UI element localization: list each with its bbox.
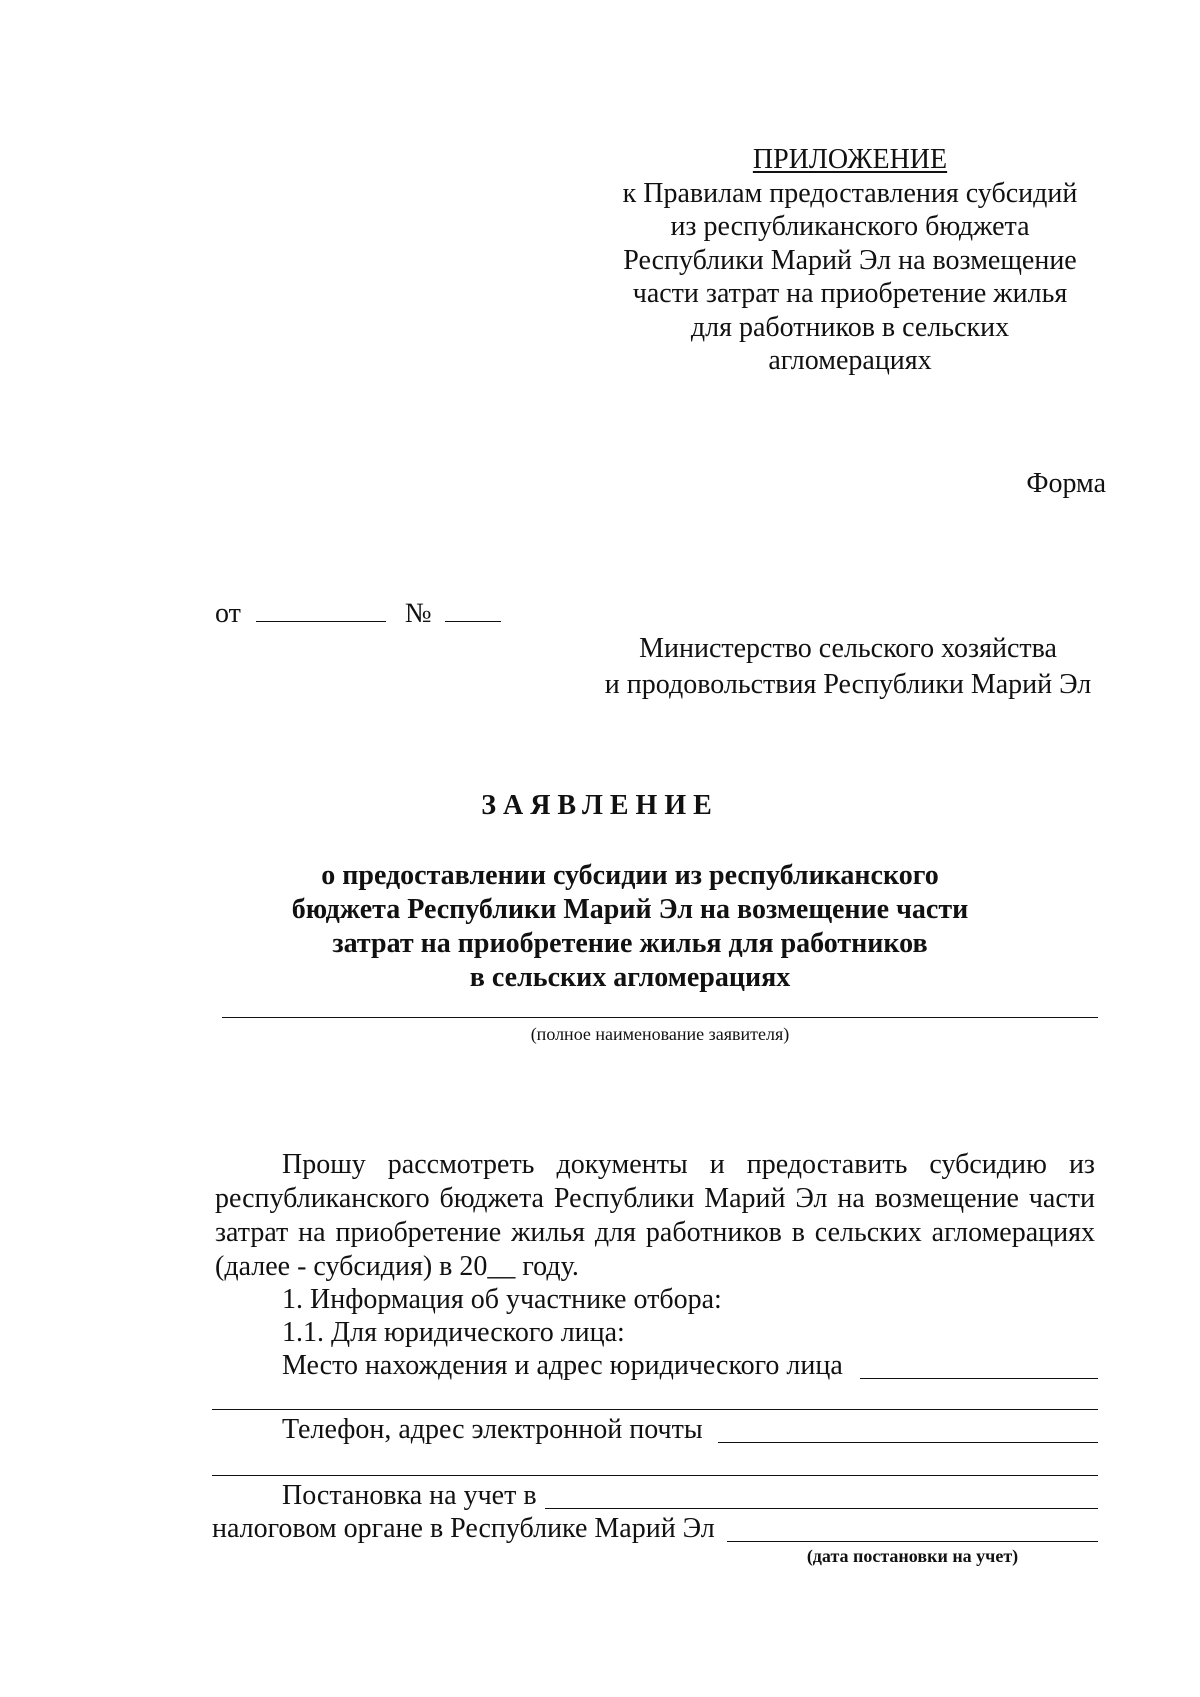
- appendix-line: из республиканского бюджета: [670, 211, 1030, 242]
- applicant-caption: (полное наименование заявителя): [530, 1024, 790, 1044]
- number-blank[interactable]: [445, 599, 501, 622]
- addressee-line: Министерство сельского хозяйства: [639, 633, 1057, 664]
- subject-line: бюджета Республики Марий Эл на возмещение части: [291, 894, 969, 925]
- location-blank-continued[interactable]: [212, 1409, 1098, 1410]
- appendix-line: для работников в сельских: [690, 311, 1010, 343]
- date-blank[interactable]: [256, 599, 386, 622]
- appendix-line: к Правилам предоставления субсидий: [622, 177, 1078, 209]
- tax-date-caption: (дата постановки на учет): [806, 1546, 1019, 1566]
- section-1-1-heading: 1.1. Для юридического лица:: [282, 1317, 625, 1348]
- appendix-line: агломерациях: [768, 345, 932, 376]
- appendix-title: ПРИЛОЖЕНИЕ: [752, 144, 948, 175]
- number-label: №: [404, 598, 432, 629]
- request-paragraph: Прошу рассмотреть документы и предоставить субсидию из республиканского бюджета Республики Марий Эл на возмещение части затрат на приобретение жилья для работников в сельских агломерациях (далее - субсидия) в 20__ году.: [215, 1149, 1095, 1282]
- addressee-line: и продовольствия Республики Марий Эл: [604, 669, 1092, 700]
- subject-line: о предоставлении субсидии из республиканского: [321, 860, 939, 891]
- from-label: от: [215, 598, 241, 629]
- tax-registration-label: Постановка на учет в: [282, 1480, 537, 1511]
- appendix-line: части затрат на приобретение жилья: [632, 278, 1068, 309]
- subject-line: в сельских агломерациях: [469, 962, 791, 993]
- tax-authority-label: налоговом органе в Республике Марий Эл: [212, 1513, 715, 1544]
- contacts-blank-continued[interactable]: [212, 1475, 1098, 1476]
- contacts-label: Телефон, адрес электронной почты: [282, 1414, 703, 1445]
- location-label: Место нахождения и адрес юридического лица: [282, 1350, 843, 1381]
- form-label: Форма: [1026, 468, 1106, 499]
- subject-line: затрат на приобретение жилья для работников: [332, 928, 928, 959]
- document-title: ЗАЯВЛЕНИЕ: [481, 790, 719, 821]
- appendix-block: [610, 143, 1090, 378]
- contacts-blank[interactable]: [718, 1442, 1098, 1443]
- applicant-name-line[interactable]: [222, 1017, 1098, 1018]
- subject-block: [250, 859, 1010, 995]
- registration-line: [215, 598, 501, 630]
- section-1-heading: 1. Информация об участнике отбора:: [282, 1284, 722, 1315]
- addressee-block: [598, 631, 1098, 703]
- tax-registration-blank[interactable]: [545, 1508, 1098, 1509]
- appendix-line: Республики Марий Эл на возмещение: [623, 244, 1077, 276]
- tax-date-blank[interactable]: [727, 1541, 1098, 1542]
- location-blank[interactable]: [860, 1378, 1098, 1379]
